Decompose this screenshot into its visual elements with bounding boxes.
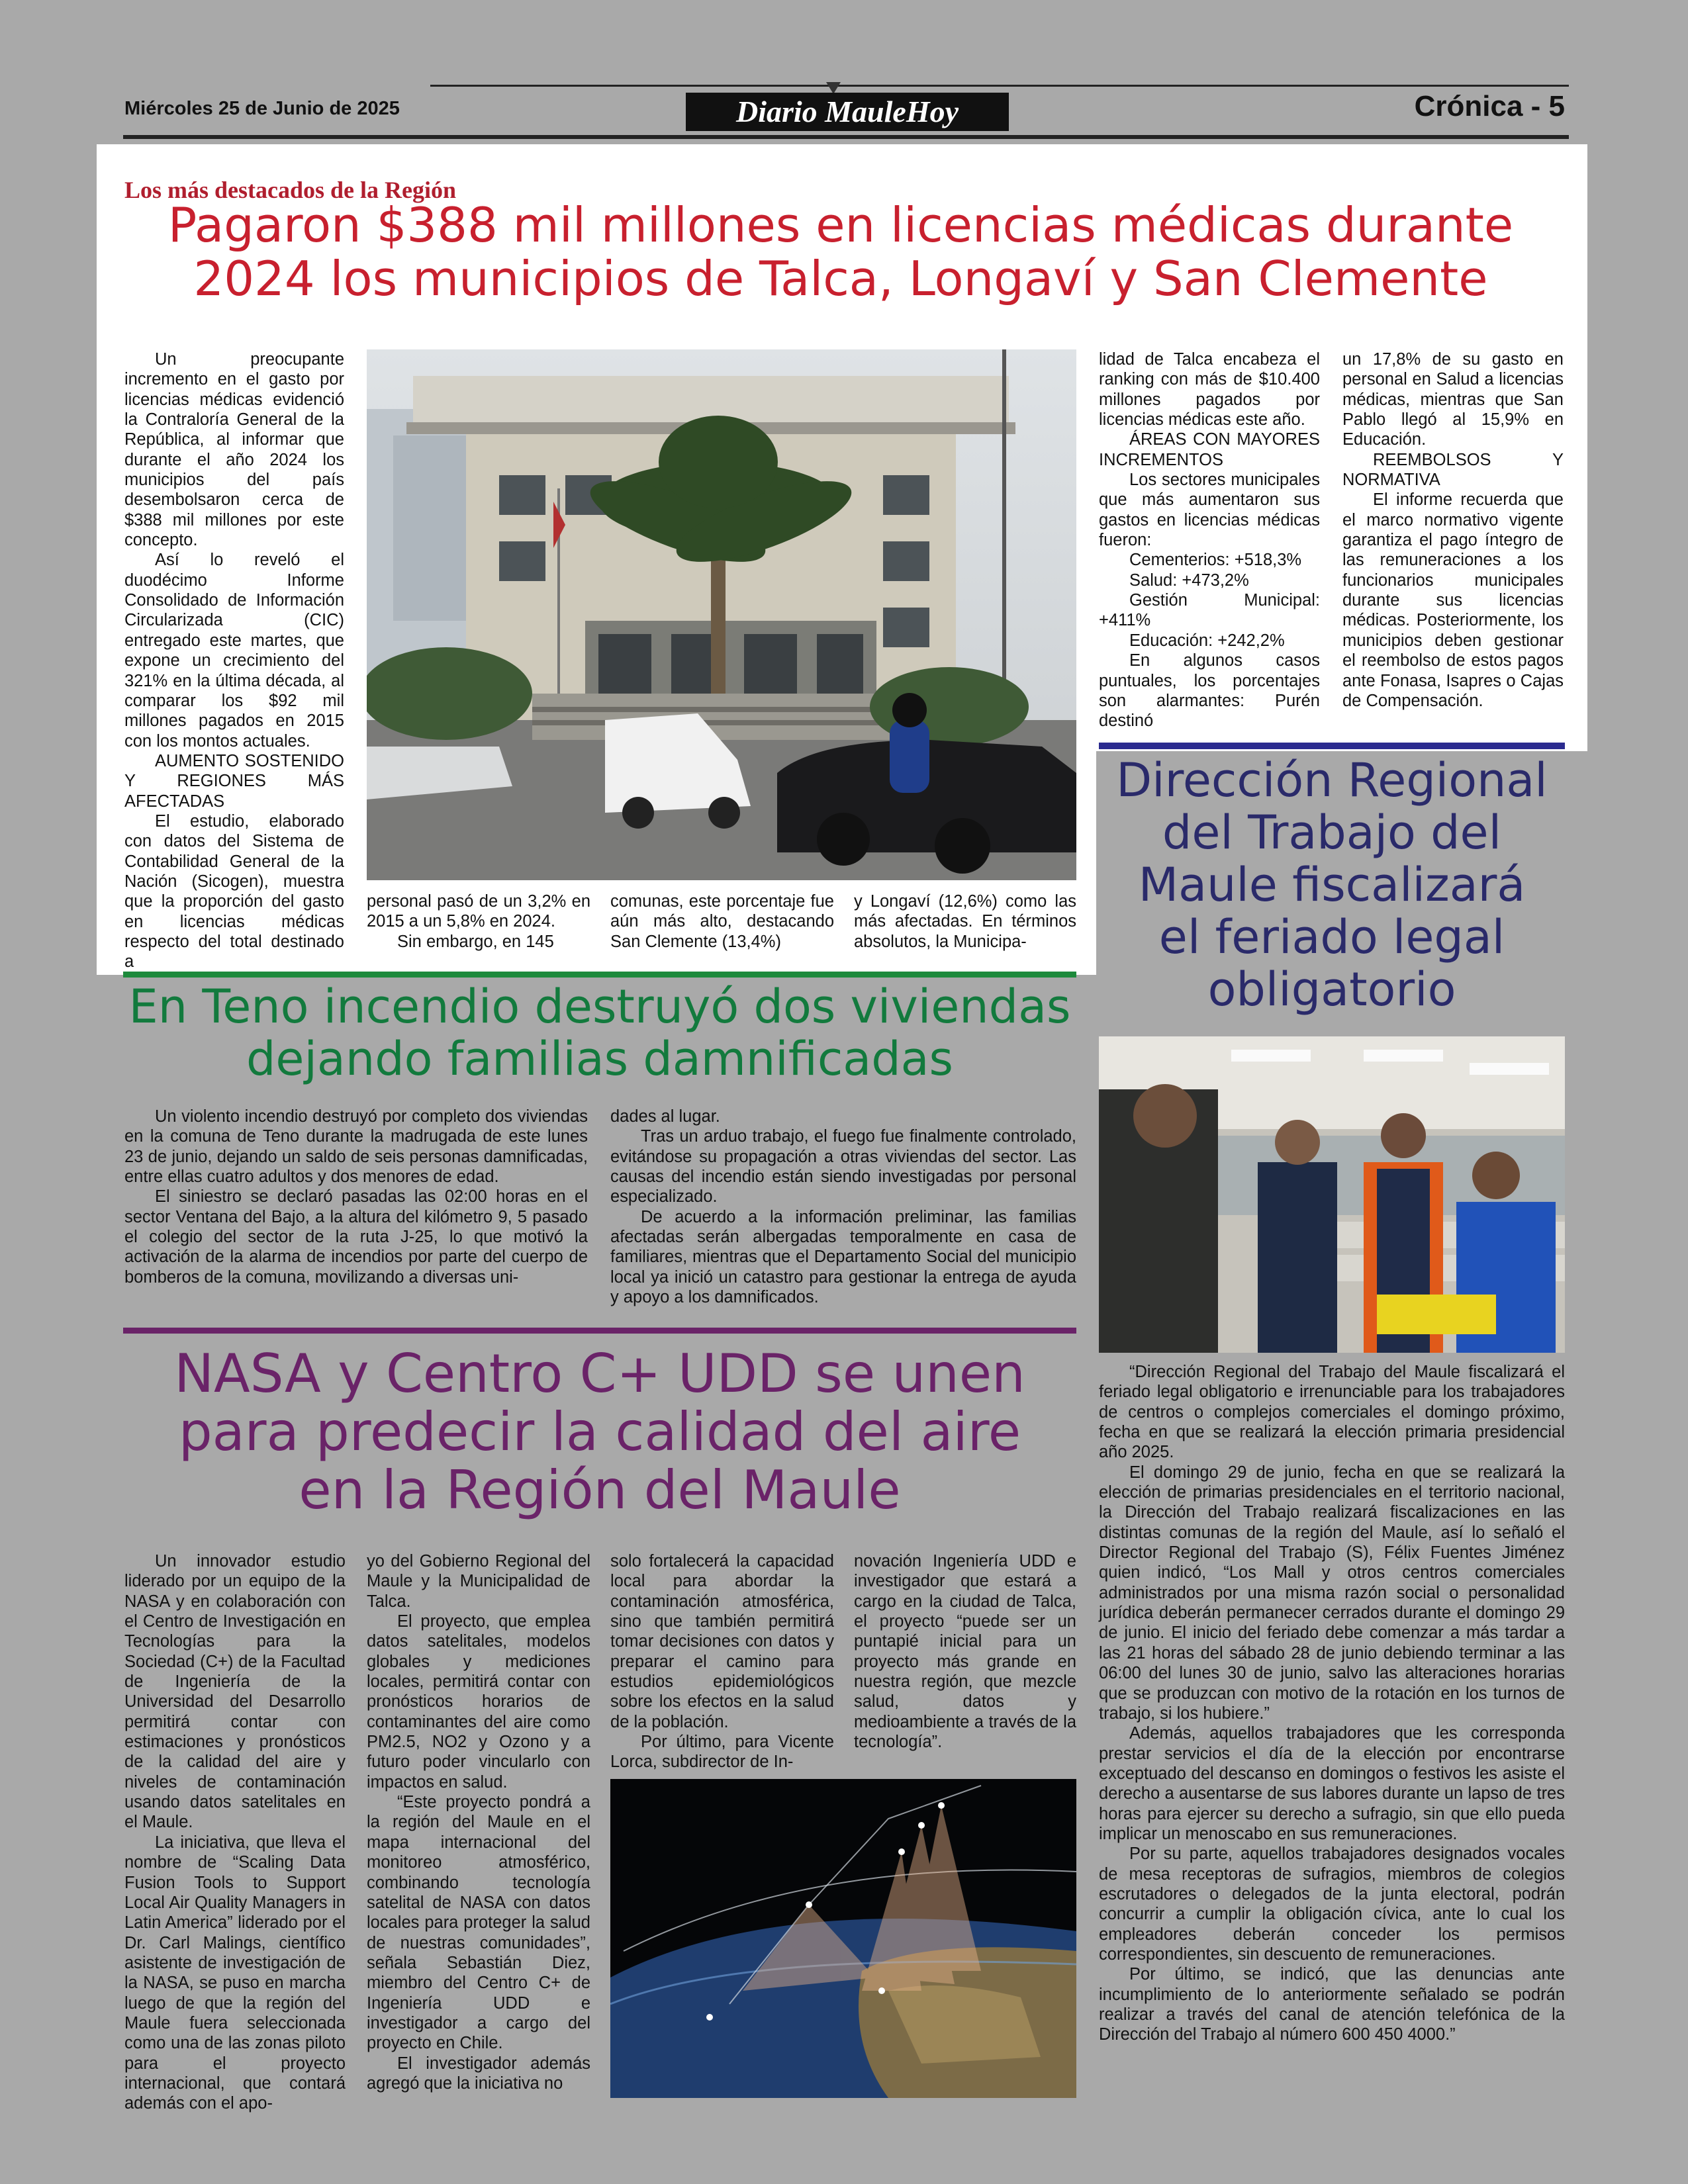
story3-paragraph: solo fortalecerá la capacidad local para abordar la contaminación atmosférica, sino que también permitirá tomar decisiones con datos y preparar el camino para estudios epidemiológicos sobre los efectos en la salud de la población.	[610, 1552, 834, 1731]
story1-headline-line2: 2024 los municipios de Talca, Longaví y San Clemente	[193, 251, 1488, 307]
story4-headline-line3: Maule fiscalizará	[1138, 858, 1526, 913]
story1-list-item: Educación: +242,2%	[1129, 631, 1285, 650]
story1-list-item: Salud: +473,2%	[1129, 570, 1249, 590]
story1-column-3	[610, 891, 834, 952]
story2-paragraph: Tras un arduo trabajo, el fuego fue finalmente controlado, evitándose su propagación a otras viviendas del sector. Las causas del incendio están siendo investigadas por personal especializado.	[610, 1127, 1076, 1206]
building-photo-graphic	[367, 349, 1076, 880]
story3-column-4	[854, 1551, 1076, 1752]
story3-column-1	[124, 1551, 346, 2114]
story1-list-item: Cementerios: +518,3%	[1129, 551, 1302, 570]
story3-column-3	[610, 1551, 834, 1772]
story4-paragraph: Además, aquellos trabajadores que les corresponda prestar servicios el día de la elección por encontrarse exceptuado del descanso en domingos o festivos les asiste el derecho a ausentarse de sus labores durante un lapso de tres horas para ejercer su derecho a sufragio, sin que ello pueda implicar un menoscabo en sus remuneraciones.	[1099, 1724, 1565, 1843]
story4-headline-line5: obligatorio	[1207, 962, 1456, 1017]
story3-paragraph: El investigador además agregó que la iniciativa no	[367, 2054, 590, 2093]
story3-paragraph: La iniciativa, que lleva el nombre de “Scaling Data Fusion Tools to Support Local Air Quality Managers in Latin America” liderado por el Dr. Carl Malings, científico asistente de investigación de la NASA, se puso en marcha luego de que la región del Maule fuera seleccionada como una de las zonas piloto para el proyecto internacional, que contará además con el apo-	[124, 1833, 346, 2113]
story2-headline	[123, 981, 1076, 1085]
story1-subhead: AUMENTO SOSTENIDO Y REGIONES MÁS AFECTADAS	[124, 751, 344, 811]
issue-date: Miércoles 25 de Junio de 2025	[124, 98, 400, 119]
story3-paragraph: Por último, para Vicente Lorca, subdirector de In-	[610, 1733, 834, 1772]
story1-column-2	[367, 891, 590, 952]
story1-subhead: REEMBOLSOS Y NORMATIVA	[1342, 450, 1564, 490]
story2-column-2	[610, 1107, 1076, 1307]
story1-paragraph: Sin embargo, en 145	[397, 932, 554, 951]
story1-column-4-lower	[854, 891, 1076, 952]
story1-paragraph: En algunos casos puntuales, los porcentajes son alarmantes: Purén destinó	[1099, 651, 1320, 731]
story3-top-rule	[123, 1328, 1076, 1334]
story4-headline-line1: Dirección Regional	[1116, 753, 1548, 807]
story1-paragraph: comunas, este porcentaje fue aún más alto, destacando San Clemente (13,4%)	[610, 892, 834, 951]
story3-headline-line2: para predecir la calidad del aire	[178, 1401, 1021, 1463]
story1-headline	[113, 199, 1569, 306]
section-page-label: Crónica - 5	[1414, 90, 1565, 122]
story4-headline-line2: del Trabajo del	[1162, 805, 1502, 860]
story3-photo-satellite-earth	[610, 1779, 1076, 2098]
story4-top-rule	[1099, 743, 1565, 749]
story2-top-rule	[123, 972, 1076, 978]
story1-paragraph: Así lo reveló el duodécimo Informe Consolidado de Información Circularizada (CIC) entregado este martes, que expone un crecimiento del 321% en la última década, al comparar los $92 mil millones pagados en 2015 con los montos actuales.	[124, 551, 344, 751]
story3-headline-line1: NASA y Centro C+ UDD se unen	[174, 1343, 1025, 1404]
story3-paragraph: El proyecto, que emplea datos satelitales, modelos globales y mediciones locales, permitirá contar con pronósticos horarios de contaminantes del aire como PM2.5, NO2 y Ozono y a futuro poder vincularlo con impactos en salud.	[367, 1612, 590, 1792]
story3-headline	[123, 1345, 1076, 1520]
story2-paragraph: El siniestro se declaró pasadas las 02:00 horas en el sector Ventana del Bajo, a la altura del kilómetro 9, 5 pasado el colegio del sector de la ruta J-25, lo que motivó la activación de la alarma de incendios por parte del cuerpo de bomberos de la comuna, movilizando a diversas uni-	[124, 1187, 588, 1287]
story3-paragraph: novación Ingeniería UDD e investigador que estará a cargo en la ciudad de Talca, el proyecto “puede ser un puntapié inicial para un proyecto más grande en nuestra región, que mezcle salud, datos y medioambiente a través de la tecnología”.	[854, 1552, 1076, 1752]
header-bottom-rule	[123, 135, 1569, 139]
story1-kicker: Los más destacados de la Región	[124, 177, 457, 203]
story4-headline	[1099, 754, 1565, 1016]
story1-column-4	[1099, 349, 1320, 731]
satellite-photo-graphic	[610, 1779, 1076, 2098]
story4-paragraph: “Dirección Regional del Trabajo del Maule fiscalizará el feriado legal obligatorio e irrenunciable para los trabajadores de centros o complejos comerciales el domingo próximo, fecha en que se realizará la elección primaria presidencial año 2025.	[1099, 1363, 1565, 1462]
story1-paragraph: El informe recuerda que el marco normativo vigente garantiza el pago íntegro de las remuneraciones a los funcionarios municipales durante sus licencias médicas. Posteriormente, los municipios deben gestionar el reembolso de estos pagos ante Fonasa, Isapres o Cajas de Compensación.	[1342, 490, 1564, 710]
story1-paragraph: un 17,8% de su gasto en personal en Salud a licencias médicas, mientras que San Pablo llegó al 15,9% en Educación.	[1342, 350, 1564, 449]
story4-headline-line4: el feriado legal	[1158, 910, 1505, 965]
story1-headline-line1: Pagaron $388 mil millones en licencias médicas durante	[167, 197, 1514, 253]
story1-photo-municipality-building	[367, 349, 1076, 880]
inspection-photo-graphic	[1099, 1036, 1565, 1353]
masthead-logo: Diario MauleHoy	[686, 93, 1009, 131]
story2-paragraph: dades al lugar.	[610, 1107, 720, 1126]
story4-paragraph: Por su parte, aquellos trabajadores designados vocales de mesa receptoras de sufragios, miembros de colegios escrutadores o delegados de la junta electoral, podrán concurrir a cumplir la obligación cívica, ante lo cual los empleadores deberán conceder los permisos correspondientes, sin descuento de remuneraciones.	[1099, 1844, 1565, 1964]
story1-paragraph: Un preocupante incremento en el gasto por licencias médicas evidenció la Contraloría General de la República, al informar que durante el año 2024 los municipios del país desembolsaron cerca de $388 mil millones por este concepto.	[124, 350, 344, 550]
story1-paragraph: lidad de Talca encabeza el ranking con más de $10.400 millones pagados por licencias médicas este año.	[1099, 350, 1320, 430]
story1-paragraph: personal pasó de un 3,2% en 2015 a un 5,8% en 2024.	[367, 892, 590, 931]
story2-paragraph: Un violento incendio destruyó por completo dos viviendas en la comuna de Teno durante la madrugada de este lunes 23 de junio, dejando un saldo de seis personas damnificadas, entre ellas cuatro adultos y dos menores de edad.	[124, 1107, 588, 1187]
story4-photo-inspection	[1099, 1036, 1565, 1353]
story3-column-2	[367, 1551, 590, 2093]
story1-paragraph: El estudio, elaborado con datos del Sistema de Contabilidad General de la Nación (Sicogen), muestra que la proporción del gasto en licencias médicas respecto del total destinado a	[124, 811, 344, 972]
story1-list-item: Gestión Municipal: +411%	[1099, 591, 1320, 630]
story4-body	[1099, 1362, 1565, 2045]
story3-paragraph: yo del Gobierno Regional del Maule y la Municipalidad de Talca.	[367, 1552, 590, 1611]
story2-headline-line2: dejando familias damnificadas	[246, 1032, 953, 1087]
story2-headline-line1: En Teno incendio destruyó dos viviendas	[128, 979, 1071, 1034]
story4-paragraph: Por último, se indicó, que las denuncias ante incumplimiento de lo anteriormente señalado se podrán realizar a través del canal de atención telefónica de la Dirección del Trabajo al número 600 450 4000.”	[1099, 1965, 1565, 2044]
story2-column-1	[124, 1107, 588, 1287]
story3-paragraph: “Este proyecto pondrá a la región del Maule en el mapa internacional del monitoreo atmosférico, combinando tecnología satelital de NASA con datos locales para proteger la salud de nuestras comunidades”, señala Sebastián Diez, miembro del Centro C+ de Ingeniería UDD e investigador a cargo del proyecto en Chile.	[367, 1793, 590, 2053]
story3-paragraph: Un innovador estudio liderado por un equipo de la NASA y en colaboración con el Centro de Investigación en Tecnologías para la Sociedad (C+) de la Facultad de Ingeniería de la Universidad del Desarrollo permitirá contar con estimaciones y pronósticos de la calidad del aire y niveles de contaminación usando datos satelitales en el Maule.	[124, 1552, 346, 1832]
story1-subhead: ÁREAS CON MAYORES INCREMENTOS	[1099, 430, 1320, 469]
story1-paragraph: y Longaví (12,6%) como las más afectadas. En términos absolutos, la Municipa-	[854, 892, 1076, 951]
story2-paragraph: De acuerdo a la información preliminar, las familias afectadas serán albergadas temporalmente en casa de familiares, mientras que el Departamento Social del municipio local ya inició un catastro para gestionar la entrega de ayuda y apoyo a los damnificados.	[610, 1207, 1076, 1307]
story1-paragraph: Los sectores municipales que más aumentaron sus gastos en licencias médicas fueron:	[1099, 471, 1320, 550]
story1-column-1	[124, 349, 344, 972]
story3-headline-line3: en la Región del Maule	[299, 1459, 901, 1521]
story4-paragraph: El domingo 29 de junio, fecha en que se realizará la elección de primarias presidenciales en el territorio nacional, la Dirección del Trabajo realizará fiscalizaciones en las distintas comunas de la región del Maule, así lo señaló el Director Regional del Trabajo (S), Félix Fuentes Jiménez quien indicó, “Los Mall y otros centros comerciales administrados por una misma razón social o personalidad jurídica deberán permanecer cerrados durante el domingo 29 de junio. El inicio del feriado debe comenzar a más tardar a las 21 horas del sábado 28 de junio debiendo terminar a las 06:00 del lunes 30 de junio, salvo las alteraciones horarias que se produzcan con motivo de la rotación en los turnos de trabajo, si los hubiere.”	[1099, 1463, 1565, 1723]
story1-column-5	[1342, 349, 1564, 711]
header-top-rule	[430, 85, 1569, 87]
